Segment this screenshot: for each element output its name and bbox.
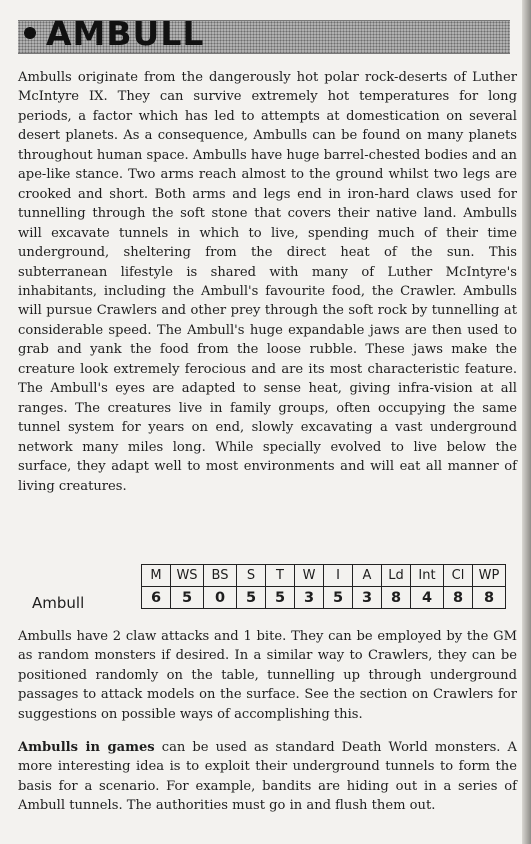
stat-header-t: T <box>266 565 295 587</box>
stat-value-row <box>142 587 506 609</box>
stat-value-i: 5 <box>324 587 353 609</box>
games-paragraph <box>18 738 517 816</box>
bullet-icon <box>24 27 36 39</box>
stat-value-ld: 8 <box>382 587 411 609</box>
stat-value-w: 3 <box>295 587 324 609</box>
stat-header-w: W <box>295 565 324 587</box>
stat-table <box>141 564 506 609</box>
stat-header-m: M <box>142 565 171 587</box>
stat-value-cl: 8 <box>444 587 473 609</box>
stat-header-ld: Ld <box>382 565 411 587</box>
stat-value-m: 6 <box>142 587 171 609</box>
description-paragraph: Ambulls originate from the dangerously hot polar rock-deserts of Luther McIntyre IX. They can survive extremely hot temperatures for long periods, a factor which has led to attempts at domestication on several desert planets. As a consequence, Ambulls can be found on many planets throughout human space. Ambulls have huge barrel-chested bodies and an ape-like stance. Two arms reach almost to the ground whilst two legs are crooked and short. Both arms and legs end in iron-hard claws used for tunnelling through the soft stone that covers their native land. Ambulls will excavate tunnels in which to live, spending much of their time underground, sheltering from the direct heat of the sun. This subterranean lifestyle is shared with many of Luther McIntyre's inhabitants, including the Ambull's favourite food, the Crawler. Ambulls will pursue Crawlers and other prey through the soft rock by tunnelling at considerable speed. The Ambull's huge expandable jaws are then used to grab and yank the food from the loose rubble. These jaws make the creature look extremely ferocious and are its most characteristic feature. The Ambull's eyes are adapted to sense heat, giving infra-vision at all ranges. The creatures live in family groups, often occupying the same tunnel system for years on end, slowly excavating a vast underground network many miles long. While specially evolved to live below the surface, they adapt well to most environments and will eat all manner of living creatures. <box>18 70 517 494</box>
stat-value-bs: 0 <box>204 587 237 609</box>
stat-row-label: Ambull <box>32 594 85 612</box>
stat-header-ws: WS <box>171 565 204 587</box>
stat-value-ws: 5 <box>171 587 204 609</box>
stat-value-t: 5 <box>266 587 295 609</box>
stat-value-wp: 8 <box>473 587 506 609</box>
games-paragraph-rest: can be used as standard Death World monsters. A more interesting idea is to exploit their underground tunnels to form the basis for a scenario. For example, bandits are hiding out in a series of Ambull tunnels. The authorities must go in and flush them out. <box>18 740 517 814</box>
stat-header-bs: BS <box>204 565 237 587</box>
rules-paragraph: Ambulls have 2 claw attacks and 1 bite. They can be employed by the GM as random monsters if desired. In a similar way to Crawlers, they can be positioned randomly on the table, tunnelling up through underground passages to attack models on the surface. See the section on Crawlers for suggestions on possible ways of accomplishing this. <box>18 629 517 722</box>
stat-header-int: Int <box>411 565 444 587</box>
stat-header-a: A <box>353 565 382 587</box>
stat-value-a: 3 <box>353 587 382 609</box>
page-title-text: AMBULL <box>46 14 205 53</box>
stat-header-s: S <box>237 565 266 587</box>
stat-value-s: 5 <box>237 587 266 609</box>
stat-header-cl: Cl <box>444 565 473 587</box>
games-paragraph-lead: Ambulls in games <box>18 740 155 755</box>
stat-header-wp: WP <box>473 565 506 587</box>
stat-header-i: I <box>324 565 353 587</box>
stat-value-int: 4 <box>411 587 444 609</box>
page-title <box>24 14 204 54</box>
page-spine-shadow <box>522 0 531 844</box>
stat-header-row <box>142 565 506 587</box>
